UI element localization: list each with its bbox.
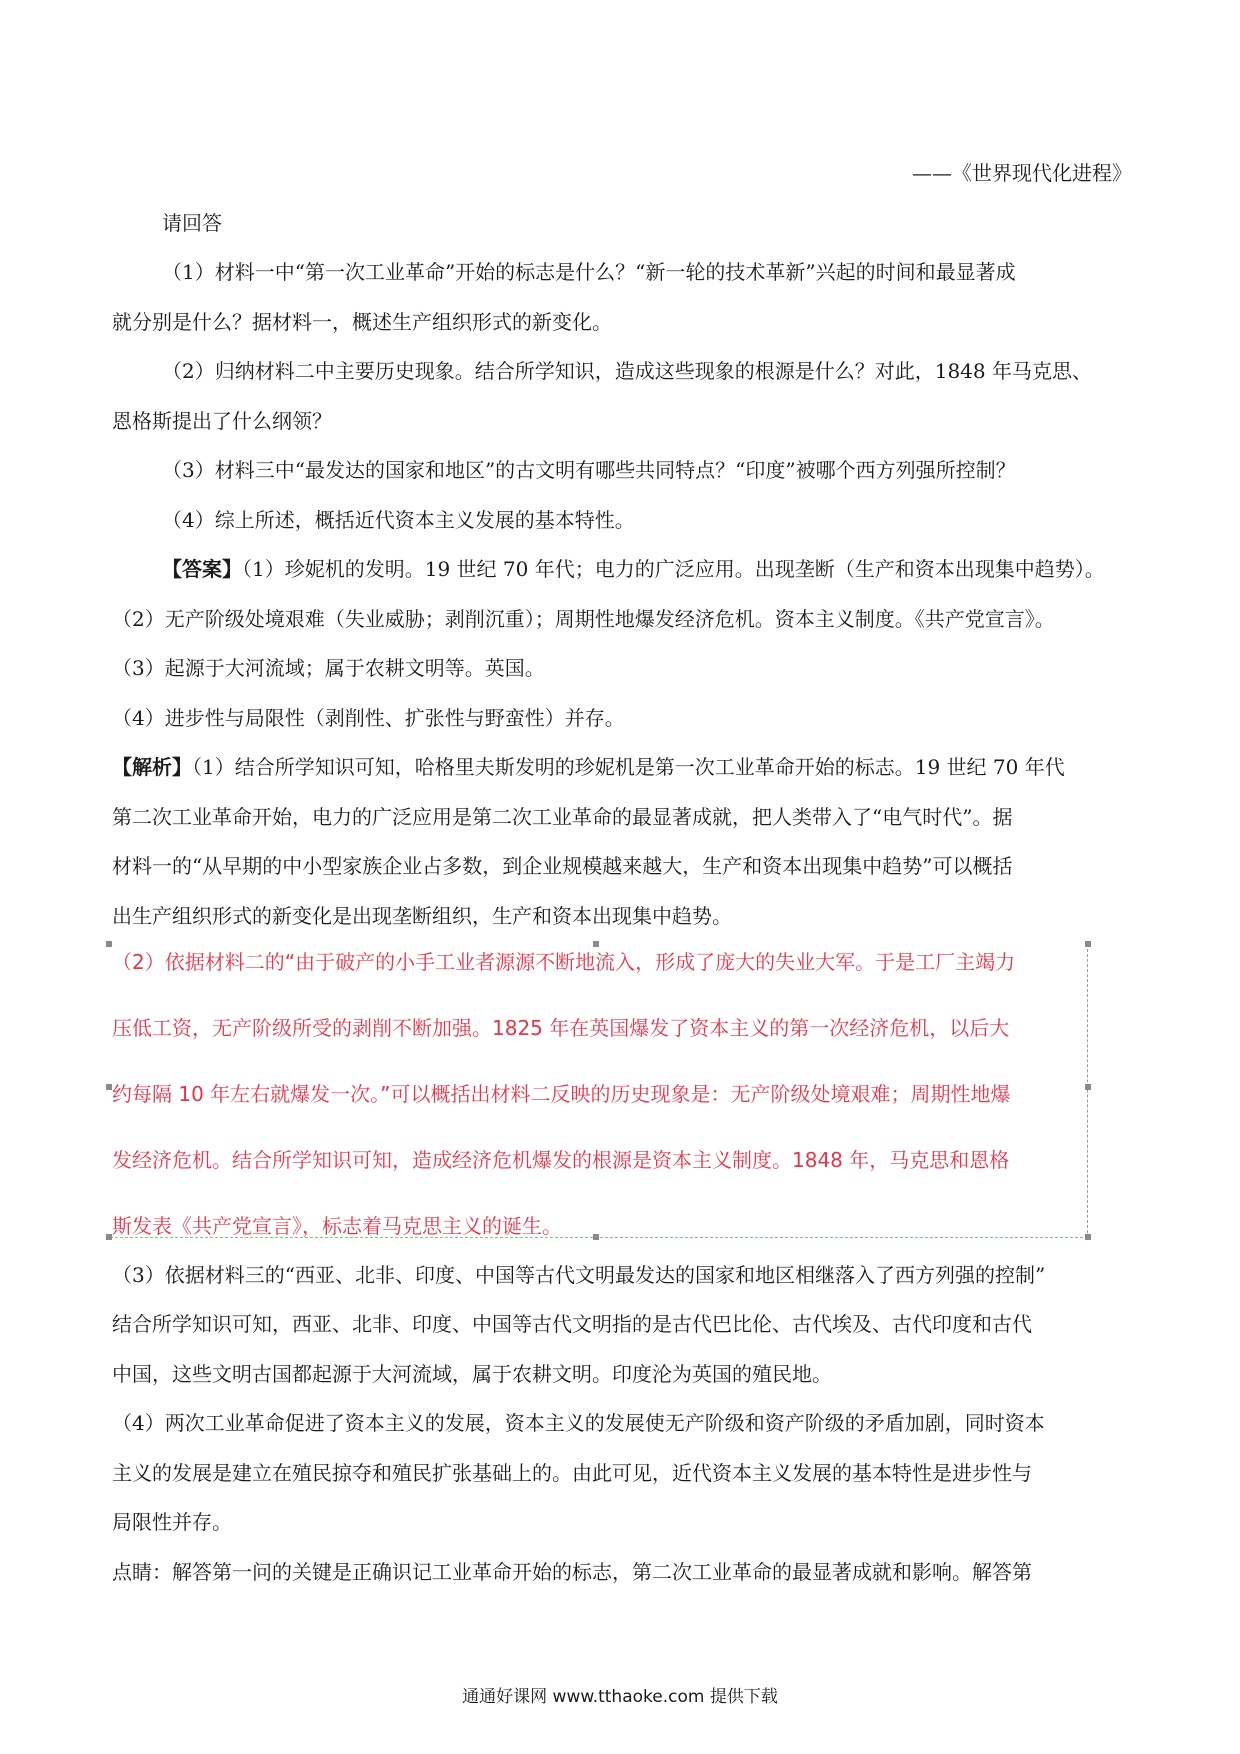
analysis-line-1 <box>112 754 1132 780</box>
answer-2: （2）无产阶级处境艰难（失业威胁；剥削沉重）；周期性地爆发经济危机。资本主义制度。《共产党宣言》。 <box>112 607 1055 631</box>
resize-handle-top-left[interactable] <box>106 941 112 947</box>
answer-line-1 <box>162 556 1132 582</box>
analysis-2-line-1: （2）依据材料二的“由于破产的小手工业者源源不断地流入，形成了庞大的失业大军。于是工厂主竭力 <box>112 950 1016 974</box>
resize-handle-top[interactable] <box>593 941 599 947</box>
answer-1: （1）珍妮机的发明。19 世纪 70 年代；电力的广泛应用。出现垄断（生产和资本出现集中趋势）。 <box>242 557 1105 581</box>
analysis-2-line-5: 斯发表《共产党宣言》，标志着马克思主义的诞生。 <box>112 1214 562 1238</box>
analysis-3-line-2: 结合所学知识可知，西亚、北非、印度、中国等古代文明指的是古代巴比伦、古代埃及、古代印度和古代 <box>112 1312 1032 1336</box>
resize-handle-top-right[interactable] <box>1085 941 1091 947</box>
source-citation: ——《世界现代化进程》 <box>912 161 1132 185</box>
analysis-2-line-2: 压低工资，无产阶级所受的剥削不断加强。1825 年在英国爆发了资本主义的第一次经济危机，以后大 <box>112 1016 1010 1040</box>
question-1-line-1: （1）材料一中“第一次工业革命”开始的标志是什么？“新一轮的技术革新”兴起的时间和最显著成 <box>162 260 1016 284</box>
page-footer: 通通好课网 www.tthaoke.com 提供下载 <box>462 1687 778 1707</box>
tip-line: 点睛：解答第一问的关键是正确识记工业革命开始的标志，第二次工业革命的最显著成就和影响。解答第 <box>112 1560 1032 1584</box>
analysis-2-line-3: 约每隔 10 年左右就爆发一次。”可以概括出材料二反映的历史现象是：无产阶级处境艰难；周期性地爆 <box>112 1082 1011 1106</box>
analysis-4-line-3: 局限性并存。 <box>112 1510 232 1534</box>
analysis-1-line-3: 材料一的“从早期的中小型家族企业占多数，到企业规模越来越大，生产和资本出现集中趋势”可以概括 <box>112 854 1013 878</box>
analysis-1-line-4: 出生产组织形式的新变化是出现垄断组织，生产和资本出现集中趋势。 <box>112 904 732 928</box>
answer-label: 【答案】 <box>162 557 242 581</box>
analysis-2-line-4: 发经济危机。结合所学知识可知，造成经济危机爆发的根源是资本主义制度。1848 年，马克思和恩格 <box>112 1148 1010 1172</box>
analysis-4-line-1: （4）两次工业革命促进了资本主义的发展，资本主义的发展使无产阶级和资产阶级的矛盾加剧，同时资本 <box>112 1411 1045 1435</box>
question-prompt: 请回答 <box>162 211 222 235</box>
question-2-line-1: （2）归纳材料二中主要历史现象。结合所学知识，造成这些现象的根源是什么？对此，1848 年马克思、 <box>162 359 1092 383</box>
question-1-line-2: 就分别是什么？据材料一，概述生产组织形式的新变化。 <box>112 310 612 334</box>
analysis-1-line-2: 第二次工业革命开始，电力的广泛应用是第二次工业革命的最显著成就，把人类带入了“电气时代”。据 <box>112 805 1013 829</box>
analysis-4-line-2: 主义的发展是建立在殖民掠夺和殖民扩张基础上的。由此可见，近代资本主义发展的基本特性是进步性与 <box>112 1461 1032 1485</box>
question-4: （4）综上所述，概括近代资本主义发展的基本特性。 <box>162 508 635 532</box>
answer-3: （3）起源于大河流域；属于农耕文明等。英国。 <box>112 656 545 680</box>
analysis-3-line-3: 中国，这些文明古国都起源于大河流域，属于农耕文明。印度沦为英国的殖民地。 <box>112 1362 832 1386</box>
analysis-3-line-1: （3）依据材料三的“西亚、北非、印度、中国等古代文明最发达的国家和地区相继落入了西方列强的控制” <box>112 1263 1046 1287</box>
question-2-line-2: 恩格斯提出了什么纲领？ <box>112 409 332 433</box>
analysis-label: 【解析】 <box>112 755 192 779</box>
question-3: （3）材料三中“最发达的国家和地区”的古文明有哪些共同特点？“印度”被哪个西方列强所控制？ <box>162 458 1016 482</box>
analysis-1-line-1: （1）结合所学知识可知，哈格里夫斯发明的珍妮机是第一次工业革命开始的标志。19 世纪 70 年代 <box>192 755 1065 779</box>
answer-4: （4）进步性与局限性（剥削性、扩张性与野蛮性）并存。 <box>112 706 625 730</box>
